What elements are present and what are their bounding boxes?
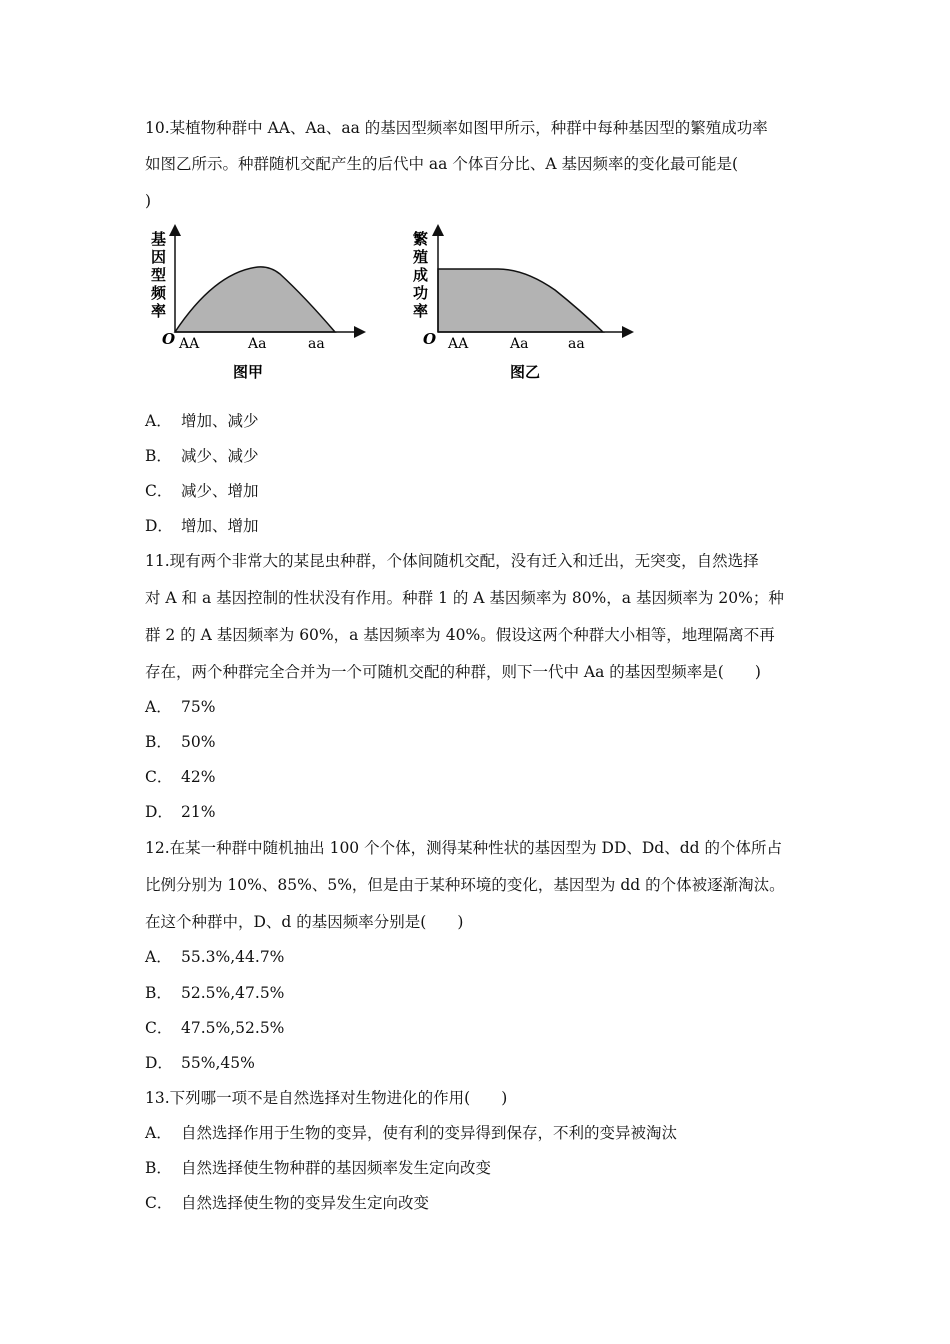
option-letter: B．: [145, 733, 172, 751]
option-text: 减少、增加: [181, 482, 259, 500]
fig1-ylabel-char: 频: [151, 284, 167, 302]
fig2-x-label-aa-dominant: AA: [448, 336, 469, 352]
fig2-ylabel-char: 成: [413, 266, 429, 284]
q10-option-b[interactable]: [145, 446, 259, 466]
option-letter: B．: [145, 984, 172, 1002]
option-letter: C．: [145, 482, 173, 500]
option-letter: B．: [145, 1159, 172, 1177]
option-letter: C．: [145, 1019, 173, 1037]
option-text: 55%,45%: [181, 1054, 255, 1072]
q11-option-c[interactable]: [145, 767, 215, 787]
q11-option-a[interactable]: [145, 697, 215, 717]
option-text: 42%: [181, 768, 216, 786]
q11-line-4: 存在，两个种群完全合并为一个可随机交配的种群，则下一代中 Aa 的基因型频率是( ): [145, 663, 761, 681]
q10-option-d[interactable]: [145, 516, 259, 536]
option-letter: A．: [145, 698, 172, 716]
option-letter: A．: [145, 412, 172, 430]
q12-line-1: 12.在某一种群中随机抽出 100 个个体，测得某种性状的基因型为 DD、Dd、dd 的个体所占: [145, 839, 782, 857]
option-text: 47.5%,52.5%: [181, 1019, 285, 1037]
fig1-x-label-hetero: Aa: [248, 336, 267, 352]
q13-line-1: 13.下列哪一项不是自然选择对生物进化的作用( ): [145, 1089, 508, 1107]
fig1-origin: O: [162, 330, 176, 348]
fig1-frequency-curve: [175, 267, 335, 332]
q12-option-b[interactable]: [145, 983, 284, 1003]
option-letter: C．: [145, 1194, 173, 1212]
q10-option-c[interactable]: [145, 481, 259, 501]
q12-line-2: 比例分别为 10%、85%、5%，但是由于某种环境的变化，基因型为 dd 的个体被逐渐淘汰。: [145, 876, 785, 894]
option-letter: D．: [145, 803, 173, 821]
fig2-origin: O: [423, 330, 437, 348]
option-letter: D．: [145, 517, 173, 535]
option-text: 减少、减少: [181, 447, 259, 465]
fig2-ylabel-char: 率: [413, 302, 429, 320]
fig1-ylabel-char: 型: [151, 266, 167, 284]
option-letter: B．: [145, 447, 172, 465]
fig1-ylabel-char: 基: [151, 230, 167, 248]
fig1-caption: 图甲: [233, 363, 264, 381]
q10-line-2: 如图乙所示。种群随机交配产生的后代中 aa 个体百分比、A 基因频率的变化最可能是(: [145, 155, 739, 173]
q12-line-3: 在这个种群中，D、d 的基因频率分别是( ): [145, 913, 464, 931]
figure-jia: [151, 230, 360, 381]
option-letter: A．: [145, 1124, 172, 1142]
option-text: 自然选择使生物种群的基因频率发生定向改变: [181, 1159, 492, 1177]
q10-line-1: 10.某植物种群中 AA、Aa、aa 的基因型频率如图甲所示，种群中每种基因型的繁殖成功率: [145, 119, 768, 137]
fig2-caption: 图乙: [510, 363, 541, 381]
fig1-x-label-aa-recessive: aa: [308, 336, 325, 352]
fig2-ylabel-char: 繁: [413, 230, 429, 248]
option-text: 50%: [181, 733, 216, 751]
fig1-ylabel-char: 因: [151, 248, 167, 266]
q11-option-d[interactable]: [145, 802, 215, 822]
q11-option-b[interactable]: [145, 732, 215, 752]
fig1-ylabel-char: 率: [151, 302, 167, 320]
q10-line-3: ): [145, 192, 152, 210]
q11-line-1: 11.现有两个非常大的某昆虫种群，个体间随机交配，没有迁入和迁出，无突变，自然选择: [145, 552, 759, 570]
option-text: 21%: [181, 803, 216, 821]
q12-option-a[interactable]: [145, 947, 284, 967]
fig2-ylabel-char: 功: [413, 284, 429, 302]
q12-option-d[interactable]: [145, 1053, 255, 1073]
fig2-x-label-hetero: Aa: [510, 336, 529, 352]
q11-line-2: 对 A 和 a 基因控制的性状没有作用。种群 1 的 A 基因频率为 80%，a 基因频率为 20%；种: [145, 589, 784, 607]
figure-yi: [413, 230, 628, 381]
option-letter: A．: [145, 948, 172, 966]
option-text: 55.3%,44.7%: [181, 948, 285, 966]
q12-option-c[interactable]: [145, 1018, 284, 1038]
option-text: 自然选择使生物的变异发生定向改变: [181, 1194, 430, 1212]
option-text: 自然选择作用于生物的变异，使有利的变异得到保存，不利的变异被淘汰: [181, 1124, 678, 1142]
option-text: 52.5%,47.5%: [181, 984, 285, 1002]
q10-figures: [140, 222, 640, 392]
option-text: 增加、增加: [181, 517, 259, 535]
option-text: 增加、减少: [181, 412, 259, 430]
q13-option-a[interactable]: [145, 1123, 677, 1143]
q13-option-c[interactable]: [145, 1193, 429, 1213]
fig1-x-label-aa-dominant: AA: [179, 336, 200, 352]
option-letter: D．: [145, 1054, 173, 1072]
q13-option-b[interactable]: [145, 1158, 491, 1178]
fig2-x-label-aa-recessive: aa: [568, 336, 585, 352]
option-text: 75%: [181, 698, 216, 716]
q10-figures-svg: [140, 222, 640, 392]
q10-option-a[interactable]: [145, 411, 259, 431]
option-letter: C．: [145, 768, 173, 786]
q11-line-3: 群 2 的 A 基因频率为 60%，a 基因频率为 40%。假设这两个种群大小相等，地理隔离不再: [145, 626, 775, 644]
fig2-success-curve: [438, 269, 603, 332]
fig2-ylabel-char: 殖: [413, 248, 429, 266]
